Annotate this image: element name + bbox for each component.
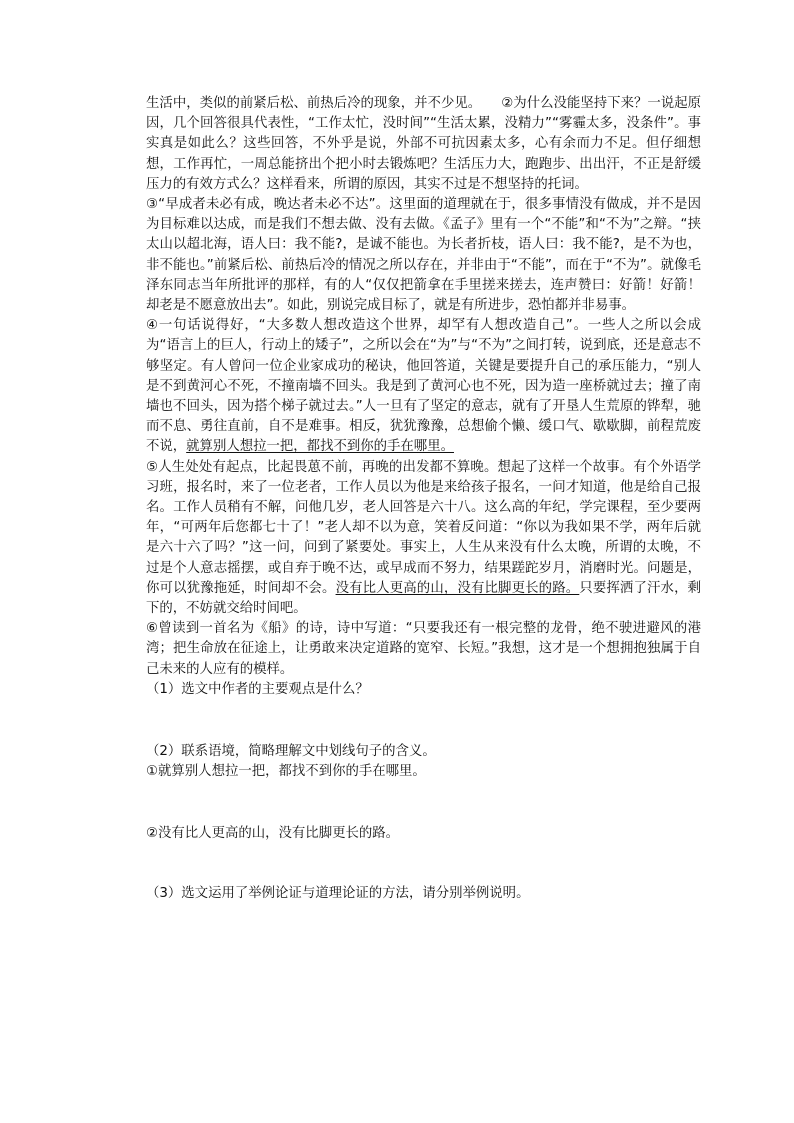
underlined-sentence-2: 没有比人更高的山，没有比脚更长的路。 xyxy=(335,580,580,596)
paragraph-4 xyxy=(146,316,701,457)
paragraph-5-tail: 只要挥洒了汗水，剩下的，不妨就交给时间吧。 xyxy=(146,580,702,617)
answer-space-2a xyxy=(146,782,701,824)
answer-space-1 xyxy=(146,700,701,742)
question-2-item-a: ①就算别人想拉一把，都找不到你的手在哪里。 xyxy=(146,763,426,779)
paragraph-6: ⑥曾读到一首名为《船》的诗，诗中写道：“只要我还有一根完整的龙骨，绝不驶进避风的港湾；把生命放在征途上，让勇敢来决定道路的宽窄、长短。”我想，这才是一个想拥抱独属于自己未来的人应有的模样。 xyxy=(146,621,701,677)
paragraph-5-text: ⑤人生处处有起点，比起畏葸不前，再晚的出发都不算晚。想起了这样一个故事。有个外语学习班，报名时，来了一位老者，工作人员以为他是来给孩子报名，一问才知道，他是给自己报名。工作人员稍有不解，问他几岁，老人回答是六十八。这么高的年纪，学完课程，至少要两年，“可两年后您都七十了！”老人却不以为意，笑着反问道：“你以为我如果不学，两年后就是六十六了吗？”这一问，问到了紧要处。事实上，人生从来没有什么太晚，所谓的太晚，不过是个人意志摇摆，或自弃于晚不达，或早成而不努力，结果蹉跎岁月，消磨时光。问题是，你可以犹豫拖延，时间却不会。 xyxy=(146,459,701,596)
paragraph-5 xyxy=(146,458,701,620)
paragraph-4-text: ④一句话说得好，“大多数人想改造这个世界，却罕有人想改造自己”。一些人之所以会成为“语言上的巨人，行动上的矮子”，之所以会在“为”与“不为”之间打转，说到底，还是意志不够坚定。有人曾问一位企业家成功的秘诀，他回答道，关键是要提升自己的承压能力，“别人是不到黄河心不死，不撞南墙不回头。我是到了黄河心也不死，因为造一座桥就过去；撞了南墙也不回头，因为搭个梯子就过去。”人一旦有了坚定的意志，就有了开垦人生荒原的铧犁，驰而不息、勇往直前，自不是难事。相反，犹犹豫豫，总想偷个懒、缓口气、歇歇脚，前程荒废不说， xyxy=(146,318,701,455)
question-3: （3）选文运用了举例论证与道理论证的方法，请分别举例说明。 xyxy=(146,885,530,901)
question-2-item-b: ②没有比人更高的山，没有比脚更长的路。 xyxy=(146,825,400,841)
paragraph-1-2: 生活中，类似的前紧后松、前热后冷的现象，并不少见。 ②为什么没能坚持下来？一说起原因，几个回答很具代表性，“工作太忙，没时间”“生活太累，没精力”“雾霾太多，没条件”。事实真是如此么？这些回答，不外乎是说，外部不可抗因素太多，心有余而力不足。但仔细想想，工作再忙，一周总能挤出个把小时去锻炼吧？生活压力大，跑跑步、出出汗，不正是舒缓压力的有效方式么？这样看来，所谓的原因，其实不过是不想坚持的托词。 xyxy=(146,96,701,192)
document-page xyxy=(146,94,701,904)
question-1: （1）选文中作者的主要观点是什么？ xyxy=(146,681,369,697)
underlined-sentence-1: 就算别人想拉一把，都找不到你的手在哪里。 xyxy=(186,439,454,455)
paragraph-3: ③“早成者未必有成，晚达者未必不达”。这里面的道理就在于，很多事情没有做成，并不是因为目标难以达成，而是我们不想去做、没有去做。《孟子》里有一个“不能”和“不为”之辩。“挟太山以超北海，语人曰：我不能?，是诚不能也。为长者折枝，语人曰：我不能?，是不为也，非不能也。”前紧后松、前热后冷的情况之所以存在，并非由于“不能”，而在于“不为”。就像毛泽东同志当年所批评的那样，有的人“仅仅把箭拿在手里搓来搓去，连声赞曰：好箭！好箭！却老是不愿意放出去”。如此，别说完成目标了，就是有所进步，恐怕都并非易事。 xyxy=(146,197,701,314)
answer-space-2b xyxy=(146,844,701,884)
question-2: （2）联系语境，简略理解文中划线句子的含义。 xyxy=(146,743,436,759)
